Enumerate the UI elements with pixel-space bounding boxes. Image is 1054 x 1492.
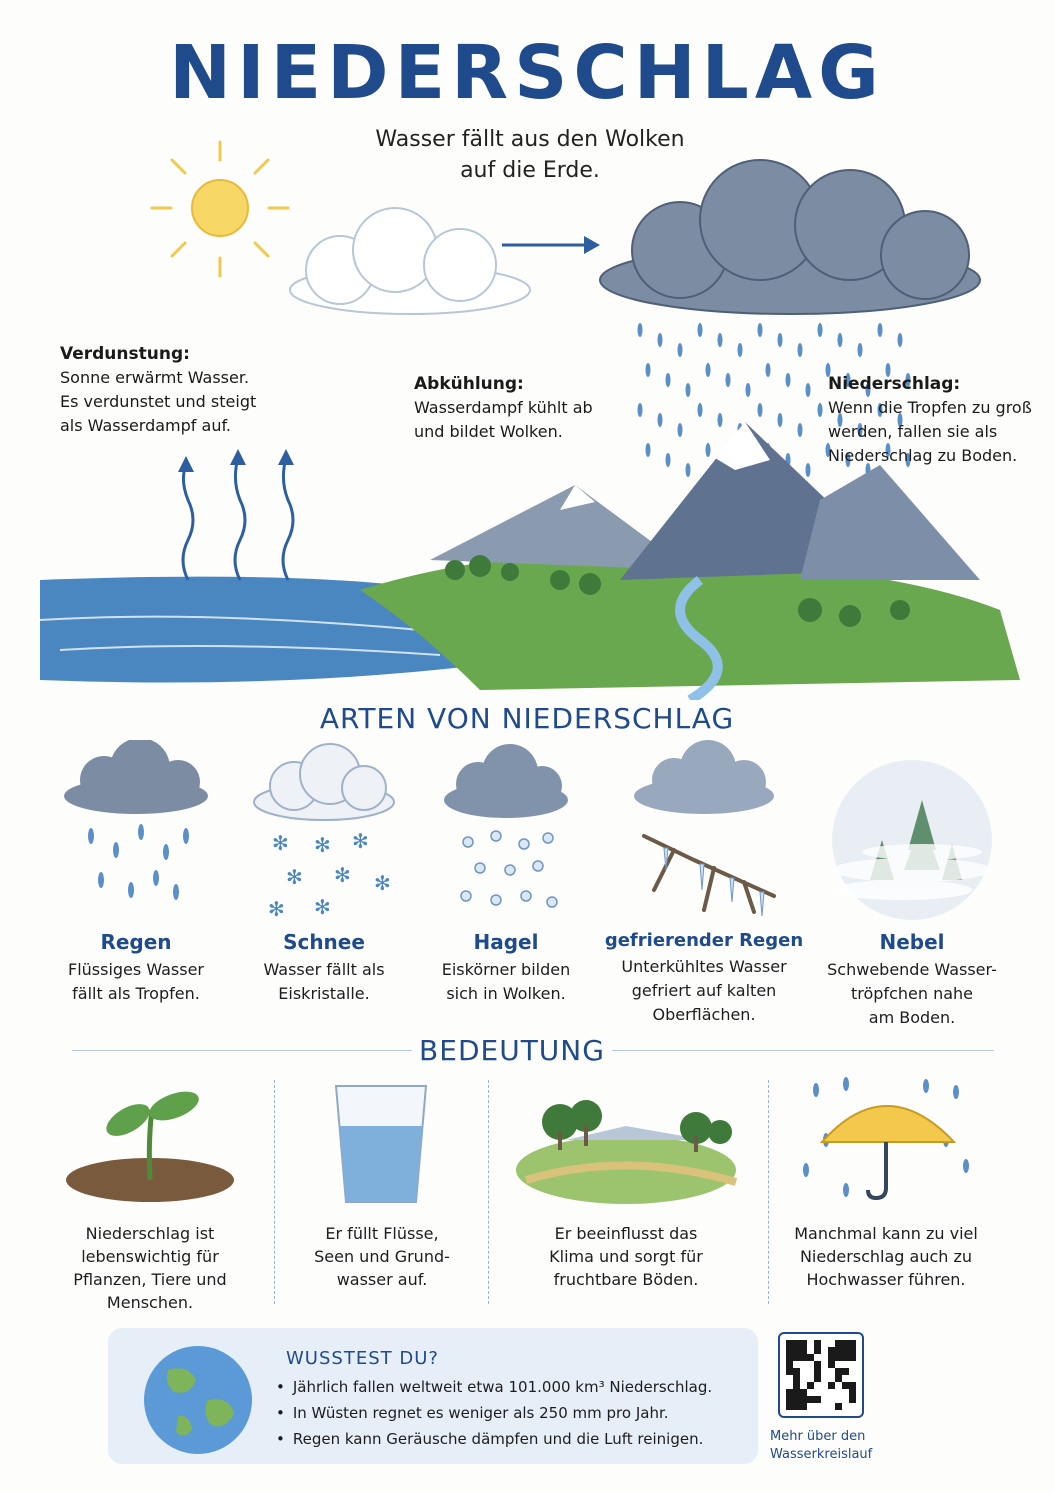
- type-name: Nebel: [879, 930, 945, 954]
- rain-drop: [818, 323, 823, 337]
- rain-drop: [818, 403, 823, 417]
- qr-module: [842, 1354, 849, 1361]
- qr-module: [800, 1396, 807, 1403]
- qr-module: [835, 1354, 842, 1361]
- rain-drop: [838, 333, 843, 347]
- rain-drop: [758, 403, 763, 417]
- umbrella-icon: [786, 1070, 986, 1210]
- qr-module: [828, 1354, 835, 1361]
- svg-text:✻: ✻: [286, 865, 303, 889]
- type-hagel: [406, 740, 606, 1006]
- rain-drop: [638, 323, 643, 337]
- meaning-plants: [50, 1070, 250, 1314]
- qr-module: [786, 1403, 793, 1410]
- meaning-text: Niederschlag ist lebenswichtig für Pflanzen, Tiere und Menschen.: [73, 1224, 227, 1312]
- rain-drop: [898, 333, 903, 347]
- type-name: gefrierender Regen: [604, 930, 804, 951]
- rain-drop: [766, 363, 771, 377]
- meaning-text: Er beeinflusst das Klima und sorgt für fruchtbare Böden.: [549, 1224, 703, 1289]
- water-glass-icon: [284, 1070, 480, 1210]
- qr-module: [849, 1347, 856, 1354]
- caption-verdunstung: Verdunstung: Sonne erwärmt Wasser. Es verdunstet und steigt als Wasserdampf auf.: [60, 344, 257, 435]
- qr-module: [835, 1368, 842, 1375]
- type-desc: Schwebende Wasser- tröpfchen nahe am Boden.: [827, 960, 997, 1027]
- hail-cloud-icon: [406, 740, 606, 920]
- qr-label[interactable]: Mehr über den Wasserkreislauf: [770, 1429, 873, 1462]
- white-cloud-icon: [290, 208, 530, 314]
- facts-list: [276, 1374, 712, 1452]
- qr-module: [807, 1396, 814, 1403]
- types-heading: ARTEN VON NIEDERSCHLAG: [319, 702, 735, 735]
- rain-drop: [778, 333, 783, 347]
- types-row: [0, 740, 1054, 1030]
- type-name: Hagel: [473, 930, 539, 954]
- qr-module: [800, 1403, 807, 1410]
- rain-drop: [686, 383, 691, 397]
- qr-module: [835, 1375, 842, 1382]
- qr-module: [793, 1368, 800, 1375]
- qr-module: [814, 1361, 821, 1368]
- rain-drop: [738, 343, 743, 357]
- page-title: NIEDERSCHLAG: [169, 30, 885, 116]
- fact-item: • In Wüsten regnet es weniger als 250 mm pro Jahr.: [276, 1400, 712, 1426]
- qr-module: [849, 1389, 856, 1396]
- qr-module: [842, 1382, 849, 1389]
- type-regen: [36, 740, 236, 1006]
- qr-module: [849, 1340, 856, 1347]
- rain-drop: [786, 373, 791, 387]
- rain-drop: [758, 323, 763, 337]
- qr-module: [793, 1396, 800, 1403]
- svg-text:✻: ✻: [352, 829, 369, 853]
- rain-drop: [698, 403, 703, 417]
- qr-module: [793, 1347, 800, 1354]
- qr-module: [842, 1340, 849, 1347]
- qr-module: [835, 1347, 842, 1354]
- rain-cloud-icon: [36, 740, 236, 920]
- rain-drop: [666, 373, 671, 387]
- type-gefrierender-regen: [604, 740, 804, 1027]
- fact-item: • Regen kann Geräusche dämpfen und die Luft reinigen.: [276, 1426, 712, 1452]
- sun-icon: [152, 142, 288, 276]
- storm-cloud-icon: [600, 160, 980, 314]
- seedling-icon: [50, 1070, 250, 1210]
- qr-module: [849, 1354, 856, 1361]
- qr-module: [849, 1396, 856, 1403]
- page-subtitle: Wasser fällt aus den Wolken auf die Erde.: [375, 127, 685, 183]
- fact-item: • Jährlich fallen weltweit etwa 101.000 km³ Niederschlag.: [276, 1374, 712, 1400]
- qr-module: [793, 1403, 800, 1410]
- rain-drop: [658, 333, 663, 347]
- rain-drop: [666, 453, 671, 467]
- evaporation-arrows: [183, 458, 293, 580]
- meaning-text: Manchmal kann zu viel Niederschlag auch zu Hochwasser führen.: [794, 1224, 978, 1289]
- type-desc: Flüssiges Wasser fällt als Tropfen.: [67, 960, 205, 1003]
- arrow-right-icon: [502, 236, 600, 254]
- rain-drop: [746, 383, 751, 397]
- qr-module: [793, 1354, 800, 1361]
- rain-drop: [798, 423, 803, 437]
- qr-module: [835, 1340, 842, 1347]
- rain-drop: [658, 413, 663, 427]
- type-desc: Wasser fällt als Eiskristalle.: [263, 960, 385, 1003]
- qr-module: [800, 1340, 807, 1347]
- qr-module: [800, 1347, 807, 1354]
- rain-drop: [718, 413, 723, 427]
- rain-drop: [646, 443, 651, 457]
- divider: [274, 1080, 275, 1304]
- rain-drop: [718, 333, 723, 347]
- qr-module: [786, 1347, 793, 1354]
- freezing-rain-icon: [604, 740, 804, 920]
- arrow-up-icon: [178, 456, 194, 472]
- meaning-water: [284, 1070, 480, 1291]
- qr-module: [793, 1382, 800, 1389]
- svg-text:✻: ✻: [314, 895, 331, 919]
- rain-drop: [778, 413, 783, 427]
- rain-drop: [686, 463, 691, 477]
- qr-module: [786, 1368, 793, 1375]
- rain-drop: [706, 363, 711, 377]
- qr-module: [849, 1382, 856, 1389]
- rain-drop: [678, 343, 683, 357]
- divider: [488, 1080, 489, 1304]
- qr-module: [828, 1361, 835, 1368]
- svg-text:✻: ✻: [334, 863, 351, 887]
- type-desc: Unterkühltes Wasser gefriert auf kalten Oberflächen.: [621, 957, 787, 1024]
- landscape-icon: [506, 1070, 746, 1210]
- rain-drop: [646, 363, 651, 377]
- qr-module: [793, 1375, 800, 1382]
- rain-drop: [638, 403, 643, 417]
- qr-code[interactable]: [778, 1332, 864, 1418]
- rain-drop: [806, 383, 811, 397]
- type-name: Regen: [100, 930, 172, 954]
- arrow-up-icon: [230, 449, 246, 465]
- qr-module: [842, 1368, 849, 1375]
- fact-box: [108, 1328, 758, 1464]
- rain-drop: [706, 443, 711, 457]
- svg-text:✻: ✻: [268, 897, 285, 920]
- rain-drop: [878, 323, 883, 337]
- qr-module: [786, 1361, 793, 1368]
- rain-drop: [726, 373, 731, 387]
- qr-module: [793, 1389, 800, 1396]
- svg-text:✻: ✻: [374, 871, 391, 895]
- divider: [72, 1050, 412, 1051]
- qr-module: [814, 1340, 821, 1347]
- svg-text:✻: ✻: [272, 831, 289, 855]
- facts-heading: WUSSTEST DU?: [286, 1348, 439, 1369]
- qr-module: [835, 1403, 842, 1410]
- qr-module: [828, 1347, 835, 1354]
- qr-module: [807, 1354, 814, 1361]
- qr-module: [800, 1354, 807, 1361]
- qr-module: [786, 1354, 793, 1361]
- globe-icon: [138, 1340, 258, 1460]
- rain-drop: [698, 323, 703, 337]
- divider: [612, 1050, 994, 1051]
- caption-abkuehlung: Abkühlung: Wasserdampf kühlt ab und bildet Wolken.: [414, 374, 593, 441]
- type-schnee: [224, 740, 424, 1006]
- snow-cloud-icon: [224, 740, 424, 920]
- qr-module: [814, 1396, 821, 1403]
- qr-module: [842, 1347, 849, 1354]
- qr-module: [814, 1368, 821, 1375]
- meaning-heading: BEDEUTUNG: [419, 1034, 605, 1067]
- type-nebel: [812, 740, 1012, 1030]
- meaning-flood: [786, 1070, 986, 1291]
- qr-module: [800, 1389, 807, 1396]
- rain-drop: [678, 423, 683, 437]
- type-desc: Eiskörner bilden sich in Wolken.: [441, 960, 571, 1003]
- type-name: Schnee: [283, 930, 365, 954]
- qr-module: [828, 1382, 835, 1389]
- qr-module: [814, 1375, 821, 1382]
- arrow-up-icon: [278, 449, 294, 465]
- qr-module: [793, 1340, 800, 1347]
- meaning-text: Er füllt Flüsse, Seen und Grund- wasser auf.: [314, 1224, 450, 1289]
- fog-icon: [812, 740, 1012, 920]
- rain-drop: [798, 343, 803, 357]
- qr-module: [814, 1347, 821, 1354]
- qr-module: [786, 1340, 793, 1347]
- meaning-climate: [506, 1070, 746, 1291]
- divider: [768, 1080, 769, 1304]
- qr-module: [786, 1396, 793, 1403]
- qr-module: [807, 1382, 814, 1389]
- rain-drop: [858, 343, 863, 357]
- rain-drop: [806, 463, 811, 477]
- caption-niederschlag: Niederschlag: Wenn die Tropfen zu groß werden, fallen sie als Niederschlag zu Boden.: [828, 374, 1032, 465]
- svg-text:✻: ✻: [314, 833, 331, 857]
- qr-code-icon: [786, 1340, 856, 1410]
- qr-module: [786, 1389, 793, 1396]
